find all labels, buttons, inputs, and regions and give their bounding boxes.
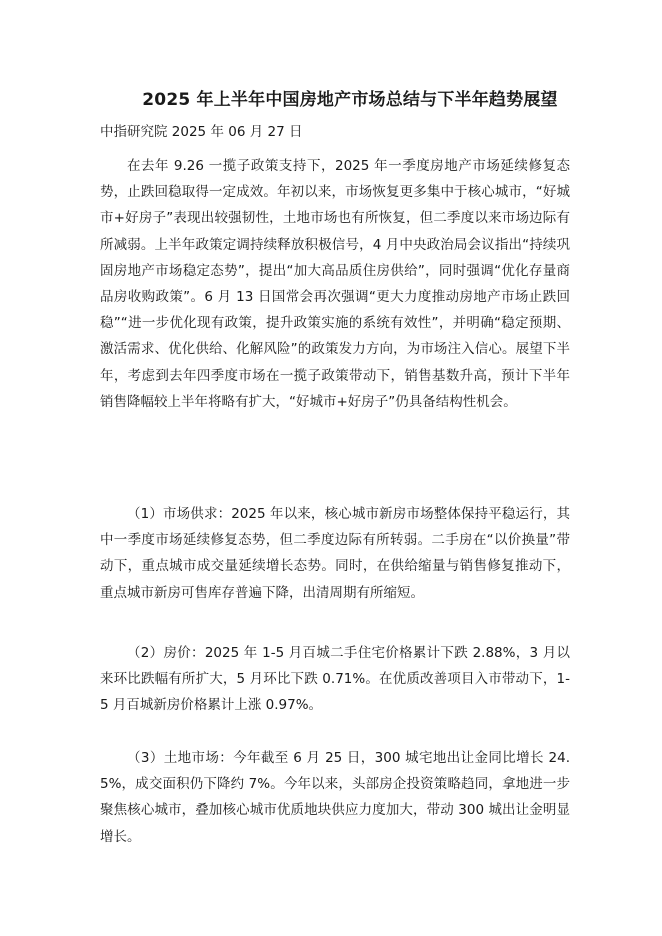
paragraph-intro: 在去年 9.26 一揽子政策支持下，2025 年一季度房地产市场延续修复态势，止跌回稳取得一定成效。年初以来，市场恢复更多集中于核心城市，“好城市+好房子”表现出较强韧性，土地市场也有所恢复，但二季度以来市场边际有所减弱。上半年政策定调持续释放积极信号，4 月中央政治局会议指出“持续巩固房地产市场稳定态势”，提出“加大高品质住房供给”，同时强调“优化存量商品房收购政策”。6 月 13 日国常会再次强调“更大力度推动房地产市场止跌回稳”“进一步优化现有政策，提升政策实施的系统有效性”，并明确“稳定预期、激活需求、优化供给、化解风险”的政策发力方向，为市场注入信心。展望下半年，考虑到去年四季度市场在一揽子政策带动下，销售基数升高，预计下半年销售降幅较上半年将略有扩大，“好城市+好房子”仍具备结构性机会。 [100, 158, 570, 410]
paragraph-land-market: （3）土地市场：今年截至 6 月 25 日，300 城宅地出让金同比增长 24.5%，成交面积仍下降约 7%。今年以来，头部房企投资策略趋同，拿地进一步聚焦核心城市，叠加核心城市优质地块供应力度加大，带动 300 城出让金明显增长。 [100, 750, 570, 845]
paragraph-house-price: （2）房价：2025 年 1-5 月百城二手住宅价格累计下跌 2.88%，3 月以来环比跌幅有所扩大，5 月环比下跌 0.71%。在优质改善项目入市带动下，1-5 月百城新房价格累计上涨 0.97%。 [100, 645, 570, 714]
document-title: 2025 年上半年中国房地产市场总结与下半年趋势展望 [142, 90, 558, 110]
document-byline: 中指研究院 2025 年 06 月 27 日 [100, 124, 303, 140]
paragraph-market-supply: （1）市场供求：2025 年以来，核心城市新房市场整体保持平稳运行，其中一季度市场延续修复态势，但二季度边际有所转弱。二手房在“以价换量”带动下，重点城市成交量延续增长态势。同时，在供给缩量与销售修复推动下，重点城市新房可售库存普遍下降，出清周期有所缩短。 [100, 506, 570, 601]
